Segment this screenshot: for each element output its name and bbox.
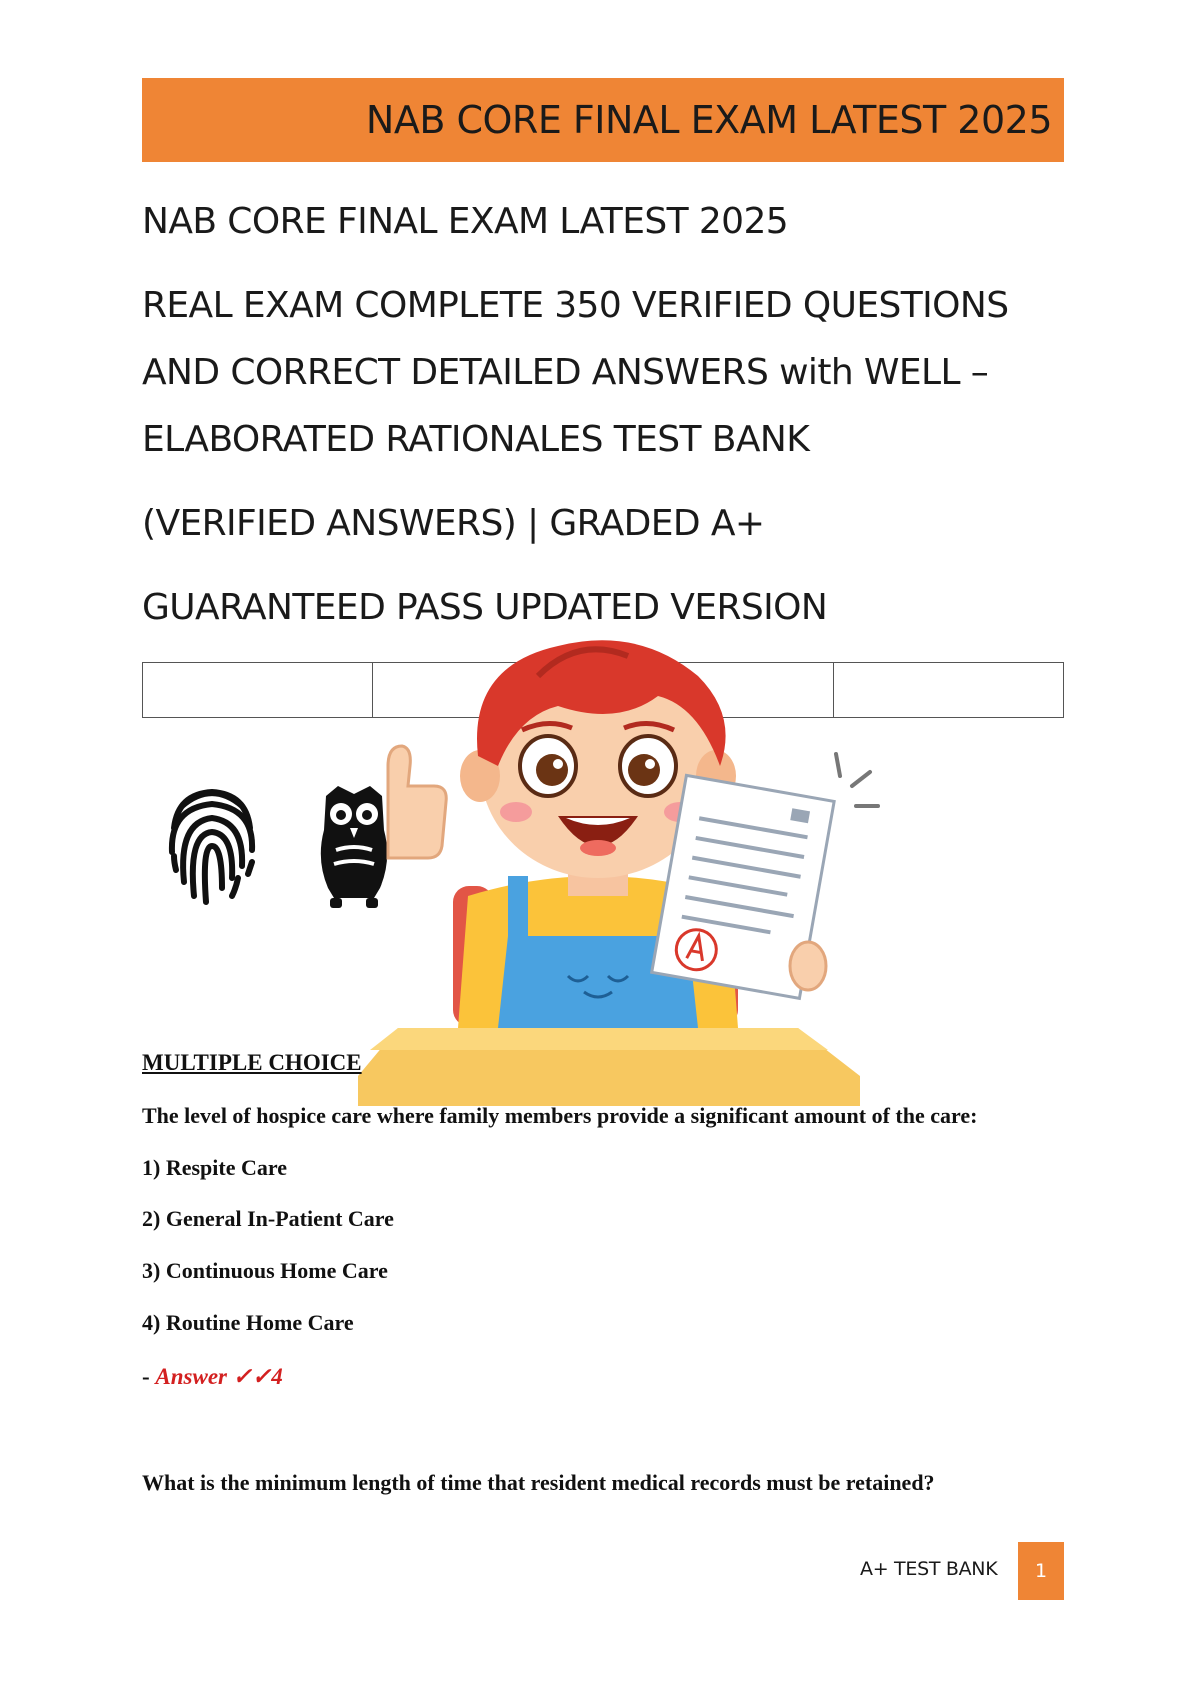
- answer-text: Answer ✓✓4: [155, 1364, 283, 1389]
- answer-prefix: -: [142, 1364, 156, 1389]
- doc-subtitle-line-5: GUARANTEED PASS UPDATED VERSION: [142, 587, 828, 628]
- option-4: 4) Routine Home Care: [142, 1310, 354, 1335]
- doc-title: NAB CORE FINAL EXAM LATEST 2025: [142, 201, 789, 242]
- doc-subtitle-line-1: REAL EXAM COMPLETE 350 VERIFIED QUESTIONS: [142, 285, 1009, 326]
- doc-subtitle-line-4: (VERIFIED ANSWERS) | GRADED A+: [142, 503, 765, 544]
- page-number: 1: [1034, 1560, 1048, 1582]
- question-1-text: The level of hospice care where family members provide a significant amount of the care:: [142, 1103, 978, 1128]
- doc-subtitle-line-2: AND CORRECT DETAILED ANSWERS with WELL –: [142, 352, 989, 393]
- answer-line: [142, 1364, 283, 1390]
- section-heading: MULTIPLE CHOICE: [142, 1050, 362, 1075]
- doc-subtitle-line-3: ELABORATED RATIONALES TEST BANK: [142, 419, 810, 460]
- kid-holding-a-plus-paper: [358, 636, 888, 1106]
- table-cell: [143, 663, 373, 718]
- title-banner: [142, 78, 1064, 162]
- option-2: 2) General In-Patient Care: [142, 1206, 394, 1231]
- option-3: 3) Continuous Home Care: [142, 1258, 388, 1283]
- fingerprint-icon: [164, 778, 260, 910]
- banner-title: NAB CORE FINAL EXAM LATEST 2025: [365, 98, 1052, 142]
- question-2-text: What is the minimum length of time that resident medical records must be retained?: [142, 1470, 935, 1495]
- footer-label: A+ TEST BANK: [860, 1558, 998, 1580]
- page-number-badge: [1018, 1542, 1064, 1600]
- option-1: 1) Respite Care: [142, 1155, 287, 1180]
